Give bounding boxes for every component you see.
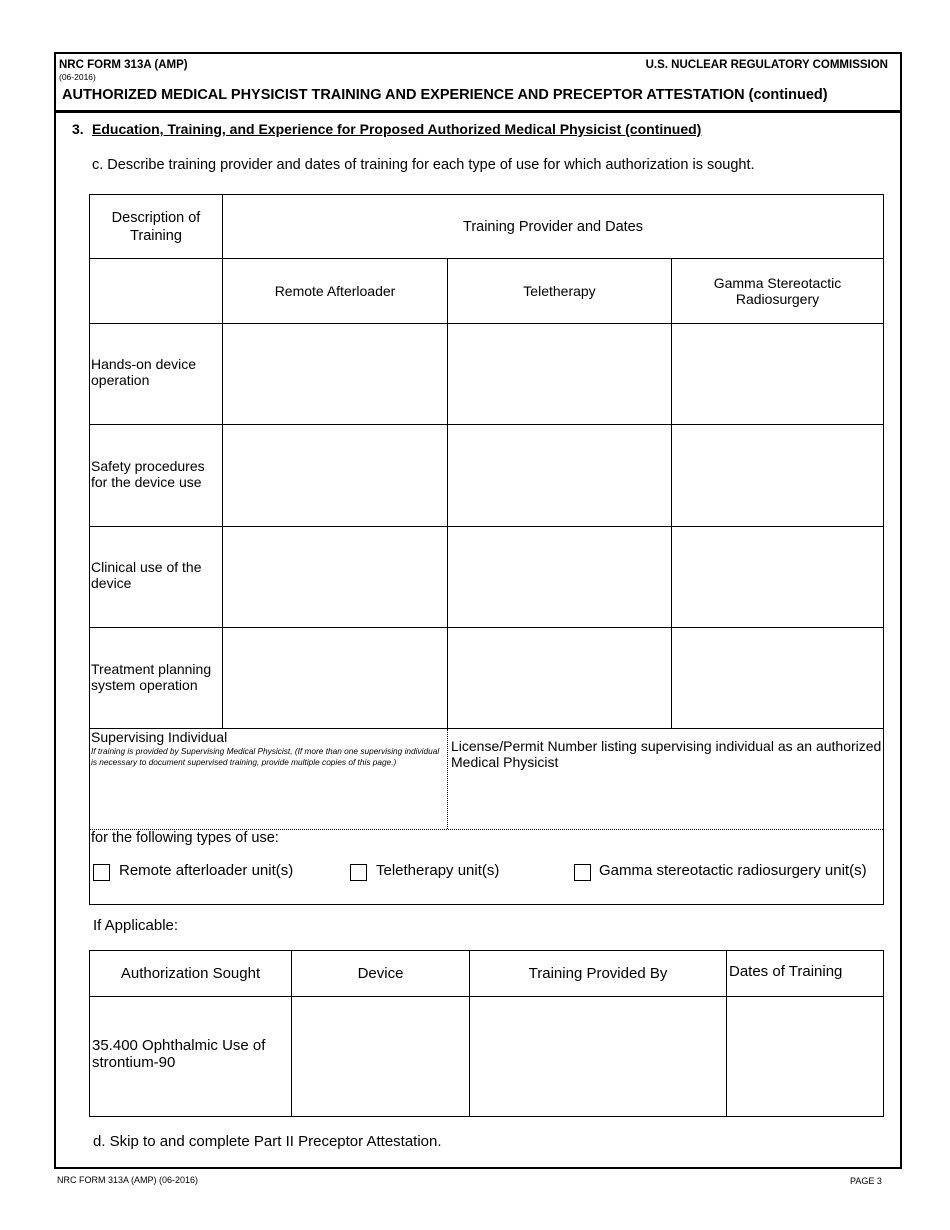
row-ophthalmic-strontium: 35.400 Ophthalmic Use of strontium-90 [92, 1037, 266, 1071]
header-device: Device [357, 965, 404, 982]
section-heading: Education, Training, and Experience for Proposed Authorized Medical Physicist (continued) [92, 121, 702, 137]
planning-remote-afterloader-field[interactable] [223, 628, 447, 728]
form-id: NRC FORM 313A (AMP) [59, 59, 188, 71]
dates-of-training-field[interactable] [727, 997, 883, 1116]
safety-gamma-field[interactable] [672, 425, 883, 526]
teletherapy-checkbox-label: Teletherapy unit(s) [376, 862, 500, 879]
item-d-instruction: d. Skip to and complete Part II Preceptor Attestation. [93, 1133, 442, 1150]
clinical-remote-afterloader-field[interactable] [223, 527, 447, 627]
safety-teletherapy-field[interactable] [448, 425, 671, 526]
planning-teletherapy-field[interactable] [448, 628, 671, 728]
remote-afterloader-checkbox-label: Remote afterloader unit(s) [119, 862, 294, 879]
row-treatment-planning: Treatment planning system operation [91, 661, 212, 693]
gamma-stereotactic-checkbox[interactable] [574, 864, 591, 881]
header-training-provided-by: Training Provided By [528, 965, 668, 982]
clinical-gamma-field[interactable] [672, 527, 883, 627]
header-separator [54, 110, 902, 113]
device-field[interactable] [292, 997, 469, 1116]
hands-on-teletherapy-field[interactable] [448, 324, 671, 424]
form-date: (06-2016) [59, 72, 96, 82]
column-teletherapy: Teletherapy [523, 283, 596, 299]
types-of-use-label: for the following types of use: [91, 830, 279, 846]
clinical-teletherapy-field[interactable] [448, 527, 671, 627]
desc-of-training-header: Description of Training [111, 209, 201, 244]
footer-form-id: NRC FORM 313A (AMP) (06-2016) [57, 1175, 199, 1185]
remote-afterloader-checkbox[interactable] [93, 864, 110, 881]
hands-on-gamma-field[interactable] [672, 324, 883, 424]
column-remote-afterloader: Remote Afterloader [274, 283, 396, 299]
if-applicable-label: If Applicable: [93, 917, 179, 934]
hands-on-remote-afterloader-field[interactable] [223, 324, 447, 424]
supervising-individual-note: If training is provided by Supervising Medical Physicist, (If more than one supervising individual is necessary to document supervised training, provide multiple copies of this page.) [91, 746, 440, 767]
item-c-instruction: c. Describe training provider and dates of training for each type of use for which authorization is sought. [92, 157, 755, 173]
training-provided-by-field[interactable] [470, 997, 726, 1116]
license-permit-label: License/Permit Number listing supervising individual as an authorized Medical Physicist [451, 738, 882, 770]
safety-remote-afterloader-field[interactable] [223, 425, 447, 526]
form-title: AUTHORIZED MEDICAL PHYSICIST TRAINING AND EXPERIENCE AND PRECEPTOR ATTESTATION (continued) [62, 87, 828, 103]
planning-gamma-field[interactable] [672, 628, 883, 728]
gamma-stereotactic-checkbox-label: Gamma stereotactic radiosurgery unit(s) [599, 862, 867, 879]
section-number: 3. [72, 121, 84, 137]
teletherapy-checkbox[interactable] [350, 864, 367, 881]
header-authorization-sought: Authorization Sought [120, 965, 261, 982]
row-safety-procedures: Safety procedures for the device use [91, 458, 205, 490]
column-gamma-stereotactic: Gamma Stereotactic Radiosurgery [713, 275, 842, 307]
header-dates-of-training: Dates of Training [729, 963, 843, 980]
training-provider-header: Training Provider and Dates [463, 218, 643, 235]
row-hands-on-operation: Hands-on device operation [91, 356, 197, 388]
agency-name: U.S. NUCLEAR REGULATORY COMMISSION [645, 59, 888, 71]
footer-page-number: PAGE 3 [850, 1176, 882, 1186]
supervising-individual-label: Supervising Individual [91, 729, 228, 745]
row-clinical-use: Clinical use of the device [91, 559, 202, 591]
